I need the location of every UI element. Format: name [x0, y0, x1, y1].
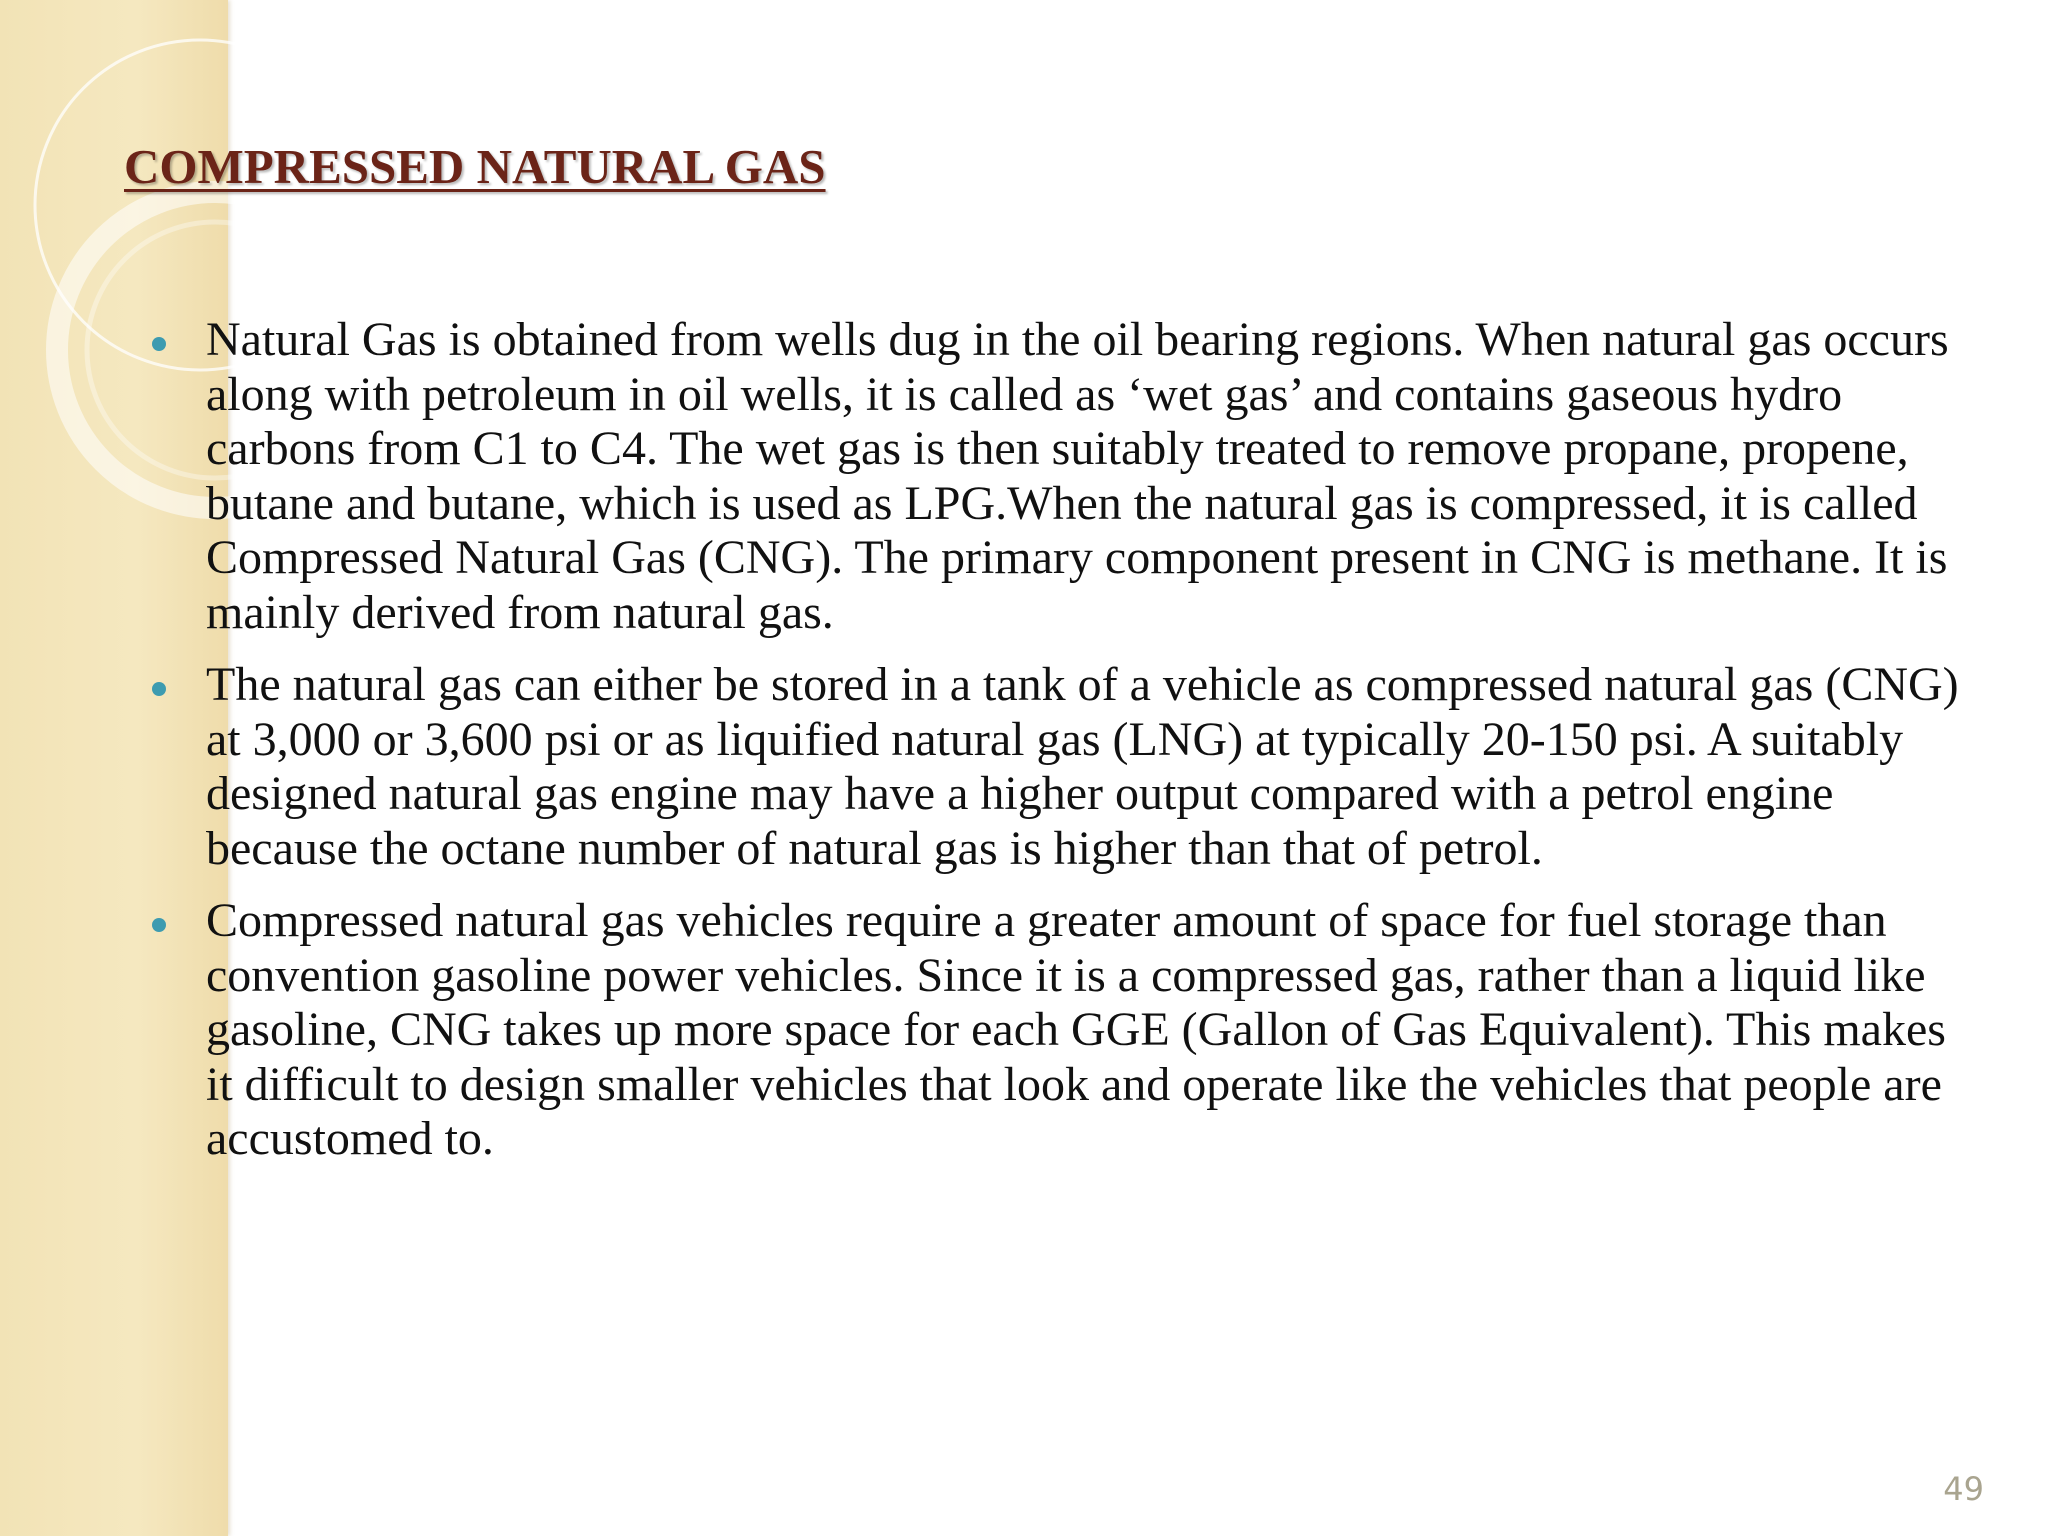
bullet-dot-icon: [152, 682, 166, 696]
page-title: COMPRESSED NATURAL GAS: [124, 139, 826, 194]
bullet-dot-icon: [152, 337, 166, 351]
bullet-item-natural-gas-storage: [206, 658, 1966, 876]
bullet-text: The natural gas can either be stored in a tank of a vehicle as compressed natural gas (CNG) at 3,000 or 3,600 psi or as liquified natural gas (LNG) at typically 20-150 psi. A suitably designed natural gas engine may have a higher output compared with a petrol engine because the octane number of natural gas is higher than that of petrol.: [206, 658, 1959, 875]
bullet-text: Natural Gas is obtained from wells dug in the oil bearing regions. When natural gas occurs along with petroleum in oil wells, it is called as ‘wet gas’ and contains gaseous hydro carbons from C1 to C4. The wet gas is then suitably treated to remove propane, propene, butane and butane, which is used as LPG.When the natural gas is compressed, it is called Compressed Natural Gas (CNG). The primary component present in CNG is methane. It is mainly derived from natural gas.: [206, 313, 1949, 639]
bullet-text: Compressed natural gas vehicles require a greater amount of space for fuel storage than convention gasoline power vehicles. Since it is a compressed gas, rather than a liquid like gasoline, CNG takes up more space for each GGE (Gallon of Gas Equivalent). This makes it difficult to design smaller vehicles that look and operate like the vehicles that people are accustomed to.: [206, 894, 1946, 1165]
bullet-item-cng-vehicle-space: [206, 894, 1966, 1167]
page-number: 49: [1943, 1470, 1984, 1508]
bullet-dot-icon: [152, 918, 166, 932]
bullet-item-natural-gas-origin: [206, 313, 1966, 640]
bullet-list: [206, 313, 1966, 1185]
